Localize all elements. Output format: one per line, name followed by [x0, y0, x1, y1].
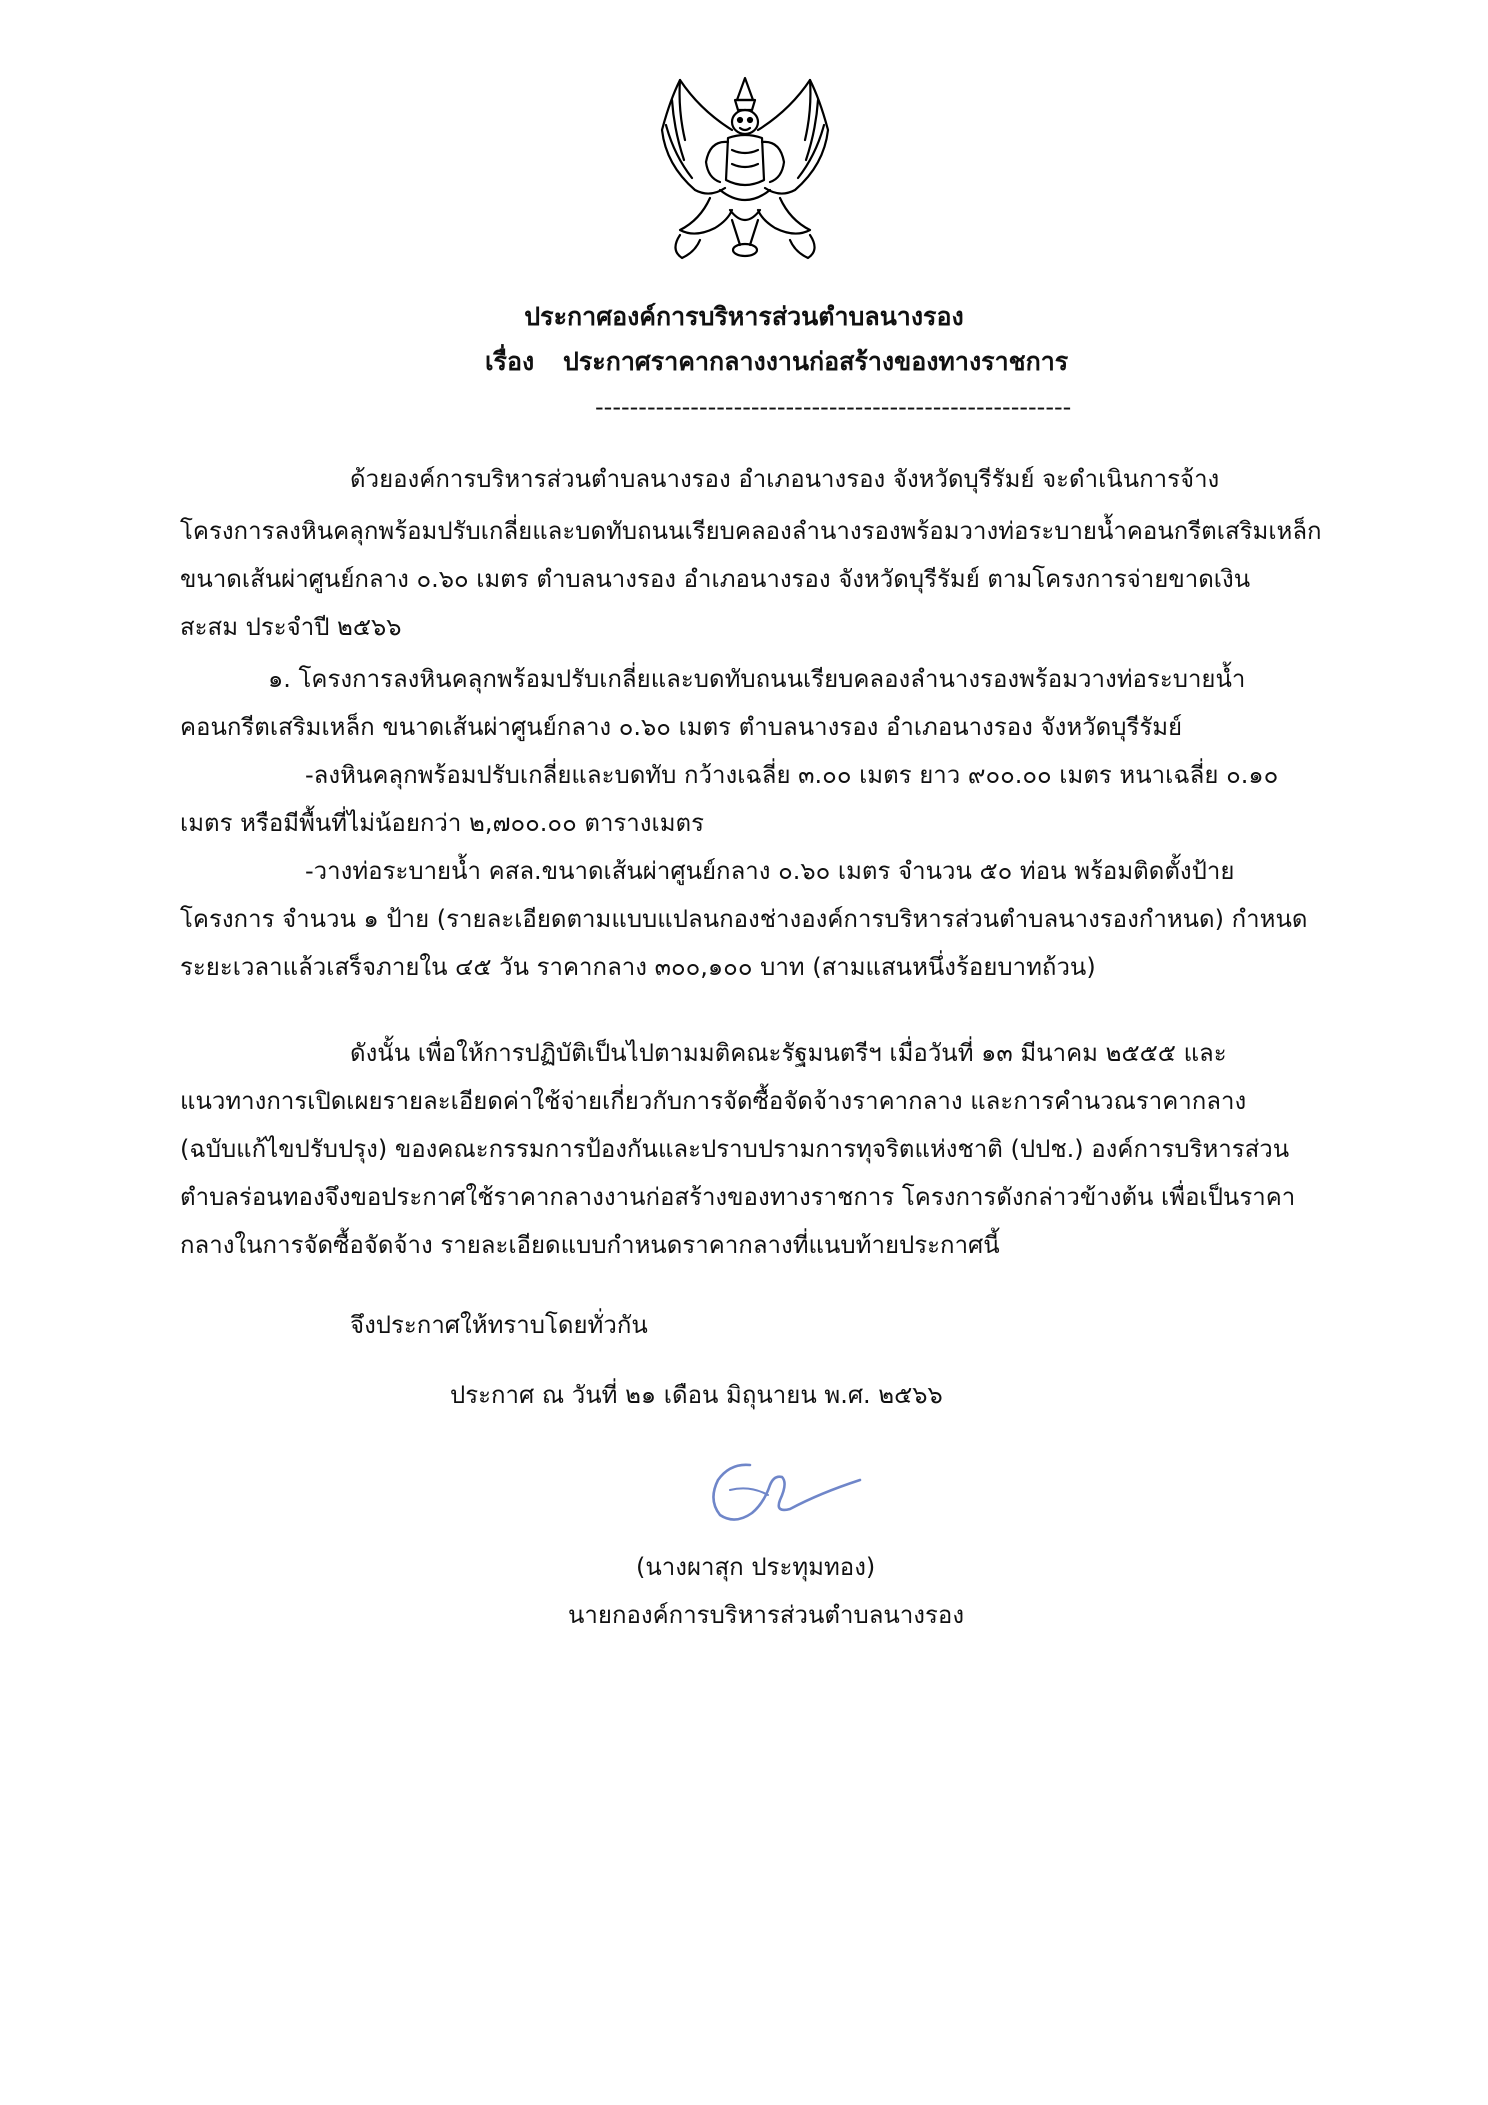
document-title: ประกาศองค์การบริหารส่วนตำบลนางรอง: [524, 302, 964, 331]
signer-name: (นางผาสุก ประทุมทอง): [636, 1553, 876, 1581]
sub1-line: เมตร หรือมีพื้นที่ไม่น้อยกว่า ๒,๗๐๐.๐๐ ตารางเมตร: [180, 809, 705, 837]
para1-line: ด้วยองค์การบริหารส่วนตำบลนางรอง อำเภอนางรอง จังหวัดบุรีรัมย์ จะดำเนินการจ้าง: [350, 465, 1220, 493]
sub2-line: โครงการ จำนวน ๑ ป้าย (รายละเอียดตามแบบแปลนกองช่างองค์การบริหารส่วนตำบลนางรองกำหนด) กำหนด: [180, 905, 1308, 933]
handwritten-signature: [690, 1445, 870, 1535]
document-subject-line: [485, 345, 1068, 379]
sub2-line: -วางท่อระบายน้ำ คสล.ขนาดเส้นผ่าศูนย์กลาง ๐.๖๐ เมตร จำนวน ๕๐ ท่อน พร้อมติดตั้งป้าย: [305, 857, 1235, 885]
announce-text: จึงประกาศให้ทราบโดยทั่วกัน: [350, 1311, 648, 1339]
sub1-line: -ลงหินคลุกพร้อมปรับเกลี่ยและบดทับ กว้างเฉลี่ย ๓.๐๐ เมตร ยาว ๙๐๐.๐๐ เมตร หนาเฉลี่ย ๐.๑๐: [305, 761, 1279, 789]
para2-line: ตำบลร่อนทองจึงขอประกาศใช้ราคากลางงานก่อสร้างของทางราชการ โครงการดังกล่าวข้างต้น เพื่อเป็นราคา: [180, 1183, 1296, 1211]
para1-line: โครงการลงหินคลุกพร้อมปรับเกลี่ยและบดทับถนนเรียบคลองลำนางรองพร้อมวางท่อระบายน้ำคอนกรีตเสริมเหล็ก: [180, 517, 1322, 545]
para1-line: ขนาดเส้นผ่าศูนย์กลาง ๐.๖๐ เมตร ตำบลนางรอง อำเภอนางรอง จังหวัดบุรีรัมย์ ตามโครงการจ่ายขาดเงิน: [180, 565, 1251, 593]
garuda-emblem-icon: [640, 70, 850, 280]
document-subject: ประกาศราคากลางงานก่อสร้างของทางราชการ: [563, 347, 1069, 376]
sub2-line: ระยะเวลาแล้วเสร็จภายใน ๔๕ วัน ราคากลาง ๓๐๐,๑๐๐ บาท (สามแสนหนึ่งร้อยบาทถ้วน): [180, 953, 1096, 981]
signer-position: นายกองค์การบริหารส่วนตำบลนางรอง: [568, 1601, 965, 1629]
para2-line: ดังนั้น เพื่อให้การปฏิบัติเป็นไปตามมติคณะรัฐมนตรีฯ เมื่อวันที่ ๑๓ มีนาคม ๒๕๕๕ และ: [350, 1039, 1227, 1067]
title-divider: -------------------------------------------------------: [595, 393, 1072, 421]
para2-line: (ฉบับแก้ไขปรับปรุง) ของคณะกรรมการป้องกันและปราบปรามการทุจริตแห่งชาติ (ปปช.) องค์การบริหารส่วน: [180, 1135, 1290, 1163]
item1-line: คอนกรีตเสริมเหล็ก ขนาดเส้นผ่าศูนย์กลาง ๐.๖๐ เมตร ตำบลนางรอง อำเภอนางรอง จังหวัดบุรีรัมย์: [180, 713, 1183, 741]
announce-date: ประกาศ ณ วันที่ ๒๑ เดือน มิถุนายน พ.ศ. ๒๕๖๖: [450, 1381, 943, 1409]
para1-line: สะสม ประจำปี ๒๕๖๖: [180, 613, 402, 641]
item1-line: ๑. โครงการลงหินคลุกพร้อมปรับเกลี่ยและบดทับถนนเรียบคลองลำนางรองพร้อมวางท่อระบายน้ำ: [268, 665, 1246, 693]
subject-label: เรื่อง: [485, 347, 535, 376]
para2-line: แนวทางการเปิดเผยรายละเอียดค่าใช้จ่ายเกี่ยวกับการจัดซื้อจัดจ้างราคากลาง และการคำนวณราคากลาง: [180, 1087, 1247, 1115]
para2-line: กลางในการจัดซื้อจัดจ้าง รายละเอียดแบบกำหนดราคากลางที่แนบท้ายประกาศนี้: [180, 1231, 1000, 1259]
